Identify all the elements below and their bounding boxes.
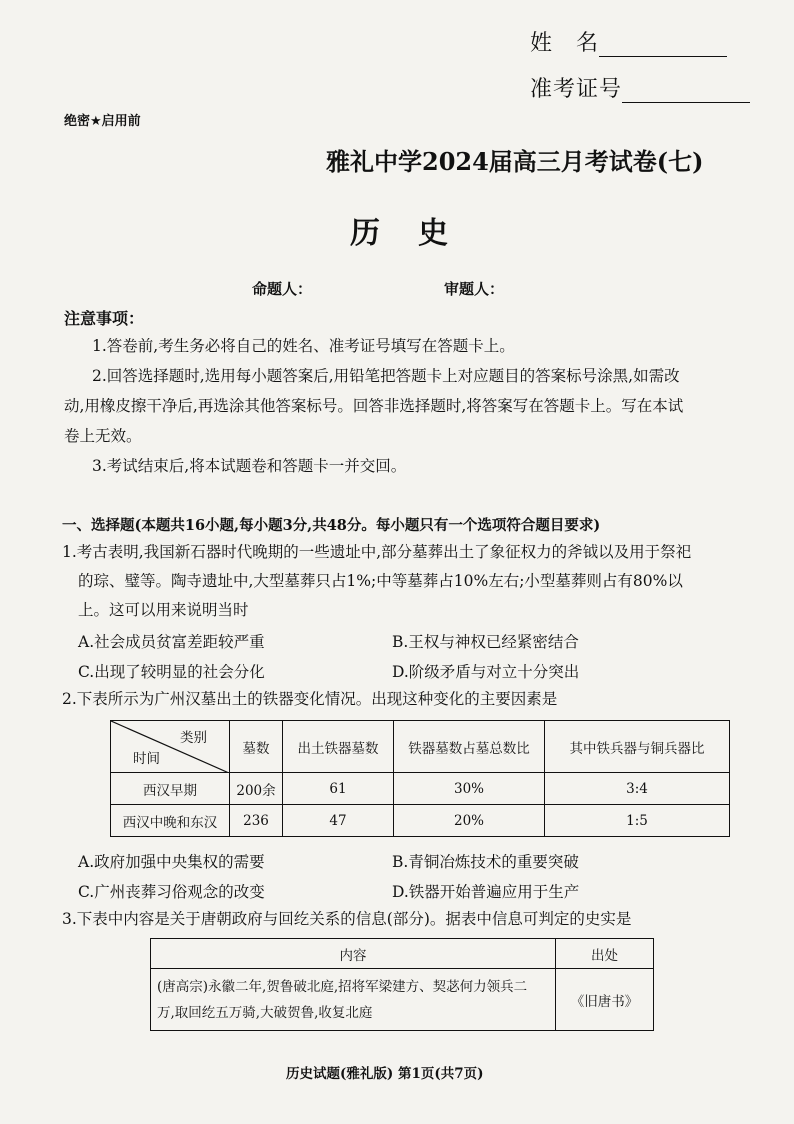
q3-row-content-line-2: 万,取回纥五万骑,大破贺鲁,收复北庭 xyxy=(157,1004,373,1021)
q3-row-content xyxy=(151,969,556,1031)
q1-option-c[interactable]: C.出现了较明显的社会分化 xyxy=(78,663,265,681)
secret-mark: 绝密★启用前 xyxy=(64,114,141,129)
q1-line-2: 的琮、璧等。陶寺遗址中,大型墓葬只占1%;中等墓葬占10%左右;小型墓葬则占有80%以 xyxy=(78,572,683,590)
reviewer-label: 审题人： xyxy=(444,280,505,298)
table-cell: 西汉中晚和东汉 xyxy=(111,805,230,837)
exam-title: 雅礼中学2024届高三月考试卷(七) xyxy=(326,147,704,176)
q3-header-source: 出处 xyxy=(556,939,654,969)
q2-header-2: 出土铁器墓数 xyxy=(283,721,394,773)
table-cell: 200余 xyxy=(230,773,283,805)
q1-line-1: 1.考古表明,我国新石器时代晚期的一些遗址中,部分墓葬出土了象征权力的斧钺以及用于祭祀 xyxy=(62,543,692,561)
table-cell: 1:5 xyxy=(545,805,730,837)
table-row xyxy=(151,969,654,1031)
corner-diagonal xyxy=(111,721,229,773)
notice-item-1: 1.答卷前,考生务必将自己的姓名、准考证号填写在答题卡上。 xyxy=(92,337,515,355)
table-cell: 3:4 xyxy=(545,773,730,805)
q2-option-c[interactable]: C.广州丧葬习俗观念的改变 xyxy=(78,883,265,901)
name-label: 姓 名 xyxy=(530,31,600,56)
author-label: 命题人： xyxy=(252,280,313,298)
notice-item-3: 3.考试结束后,将本试题卷和答题卡一并交回。 xyxy=(92,457,407,475)
exam-id-blank[interactable] xyxy=(622,80,750,103)
q3-row-source: 《旧唐书》 xyxy=(556,969,654,1031)
q3-table xyxy=(150,938,654,1031)
table-cell: 61 xyxy=(283,773,394,805)
q1-option-d[interactable]: D.阶级矛盾与对立十分突出 xyxy=(392,663,580,681)
table-row xyxy=(111,805,730,837)
table-cell: 20% xyxy=(394,805,545,837)
q2-option-d[interactable]: D.铁器开始普遍应用于生产 xyxy=(392,883,580,901)
table-cell: 30% xyxy=(394,773,545,805)
table-cell: 47 xyxy=(283,805,394,837)
q3-row-content-line-1: (唐高宗)永徽二年,贺鲁破北庭,招将军梁建方、契苾何力领兵二 xyxy=(157,978,528,995)
notice-title: 注意事项： xyxy=(64,309,145,328)
q2-stem: 2.下表所示为广州汉墓出土的铁器变化情况。出现这种变化的主要因素是 xyxy=(62,690,558,708)
q1-line-3: 上。这可以用来说明当时 xyxy=(78,601,249,619)
q3-header-content: 内容 xyxy=(151,939,556,969)
notice-item-2: 2.回答选择题时,选用每小题答案后,用铅笔把答题卡上对应题目的答案标号涂黑,如需改 xyxy=(92,367,680,385)
q1-option-a[interactable]: A.社会成员贫富差距较严重 xyxy=(78,633,265,651)
corner-top-label: 类别 xyxy=(180,730,207,746)
q2-table-corner xyxy=(111,721,230,773)
notice-item-2-cont: 动,用橡皮擦干净后,再选涂其他答案标号。回答非选择题时,将答案写在答题卡上。写在本试 xyxy=(64,397,684,415)
q2-header-1: 墓数 xyxy=(230,721,283,773)
q2-header-3: 铁器墓数占墓总数比 xyxy=(394,721,545,773)
q2-header-4: 其中铁兵器与铜兵器比 xyxy=(545,721,730,773)
name-field xyxy=(530,26,727,57)
exam-id-field xyxy=(530,72,750,103)
page-footer: 历史试题(雅礼版) 第1页(共7页) xyxy=(286,1066,484,1082)
q3-stem: 3.下表中内容是关于唐朝政府与回纥关系的信息(部分)。据表中信息可判定的史实是 xyxy=(62,910,632,928)
name-blank[interactable] xyxy=(599,34,727,57)
table-cell: 西汉早期 xyxy=(111,773,230,805)
table-row xyxy=(111,773,730,805)
notice-item-2-end: 卷上无效。 xyxy=(64,427,142,445)
q2-option-b[interactable]: B.青铜冶炼技术的重要突破 xyxy=(392,853,579,871)
q2-option-a[interactable]: A.政府加强中央集权的需要 xyxy=(78,853,265,871)
exam-id-label: 准考证号 xyxy=(530,77,623,102)
corner-bottom-label: 时间 xyxy=(133,751,160,767)
table-cell: 236 xyxy=(230,805,283,837)
q2-table xyxy=(110,720,730,837)
section-title: 一、选择题(本题共16小题,每小题3分,共48分。每小题只有一个选项符合题目要求) xyxy=(62,517,601,534)
subject-title: 历 史 xyxy=(350,216,452,251)
q1-option-b[interactable]: B.王权与神权已经紧密结合 xyxy=(392,633,579,651)
